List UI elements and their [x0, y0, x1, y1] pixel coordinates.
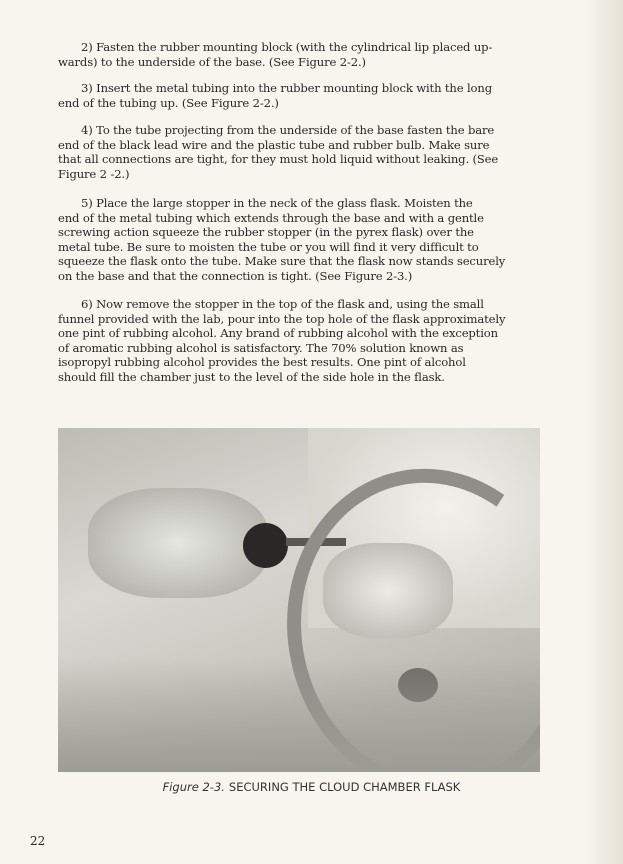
- text-line: one pint of rubbing alcohol. Any brand of rubbing alcohol with the exception: [58, 326, 498, 341]
- paragraph: [58, 40, 558, 69]
- text-line: end of the tubing up. (See Figure 2-2.): [58, 95, 279, 110]
- paragraph: [58, 297, 558, 385]
- text-line: 6) Now remove the stopper in the top of the flask and, using the small: [81, 297, 484, 311]
- page-number: 22: [30, 834, 46, 848]
- text-line: should fill the chamber just to the level of the side hole in the flask.: [58, 369, 445, 384]
- text-line: end of the black lead wire and the plastic tube and rubber bulb. Make sure: [58, 137, 490, 152]
- figure-title: SECURING THE CLOUD CHAMBER FLASK: [228, 780, 461, 794]
- paragraph: [58, 196, 558, 284]
- figure-photo: [58, 428, 540, 772]
- figure-caption: [0, 780, 623, 794]
- text-line: Figure 2 -2.): [58, 166, 130, 181]
- paragraph: [58, 123, 558, 181]
- figure-label: Figure 2-3.: [162, 780, 225, 794]
- text-line: end of the metal tubing which extends through the base and with a gentle: [58, 210, 484, 225]
- text-line: isopropyl rubbing alcohol provides the best results. One pint of alcohol: [58, 355, 466, 370]
- text-line: that all connections are tight, for they must hold liquid without leaking. (See: [58, 152, 499, 167]
- text-line: wards) to the underside of the base. (See Figure 2-2.): [58, 54, 366, 69]
- paragraph: [58, 81, 558, 110]
- text-line: 2) Fasten the rubber mounting block (with the cylindrical lip placed up-: [81, 40, 493, 54]
- text-line: 5) Place the large stopper in the neck of the glass flask. Moisten the: [81, 196, 473, 210]
- page-edge-shadow: [587, 0, 623, 864]
- text-line: funnel provided with the lab, pour into the top hole of the flask approximately: [58, 311, 506, 326]
- text-line: of aromatic rubbing alcohol is satisfactory. The 70% solution known as: [58, 340, 464, 355]
- text-line: screwing action squeeze the rubber stopper (in the pyrex flask) over the: [58, 225, 474, 240]
- text-line: metal tube. Be sure to moisten the tube or you will find it very difficult to: [58, 239, 479, 254]
- text-line: on the base and that the connection is tight. (See Figure 2-3.): [58, 268, 413, 283]
- text-line: 4) To the tube projecting from the underside of the base fasten the bare: [81, 123, 495, 137]
- text-line: squeeze the flask onto the tube. Make sure that the flask now stands securely: [58, 254, 506, 269]
- text-line: 3) Insert the metal tubing into the rubber mounting block with the long: [81, 81, 492, 95]
